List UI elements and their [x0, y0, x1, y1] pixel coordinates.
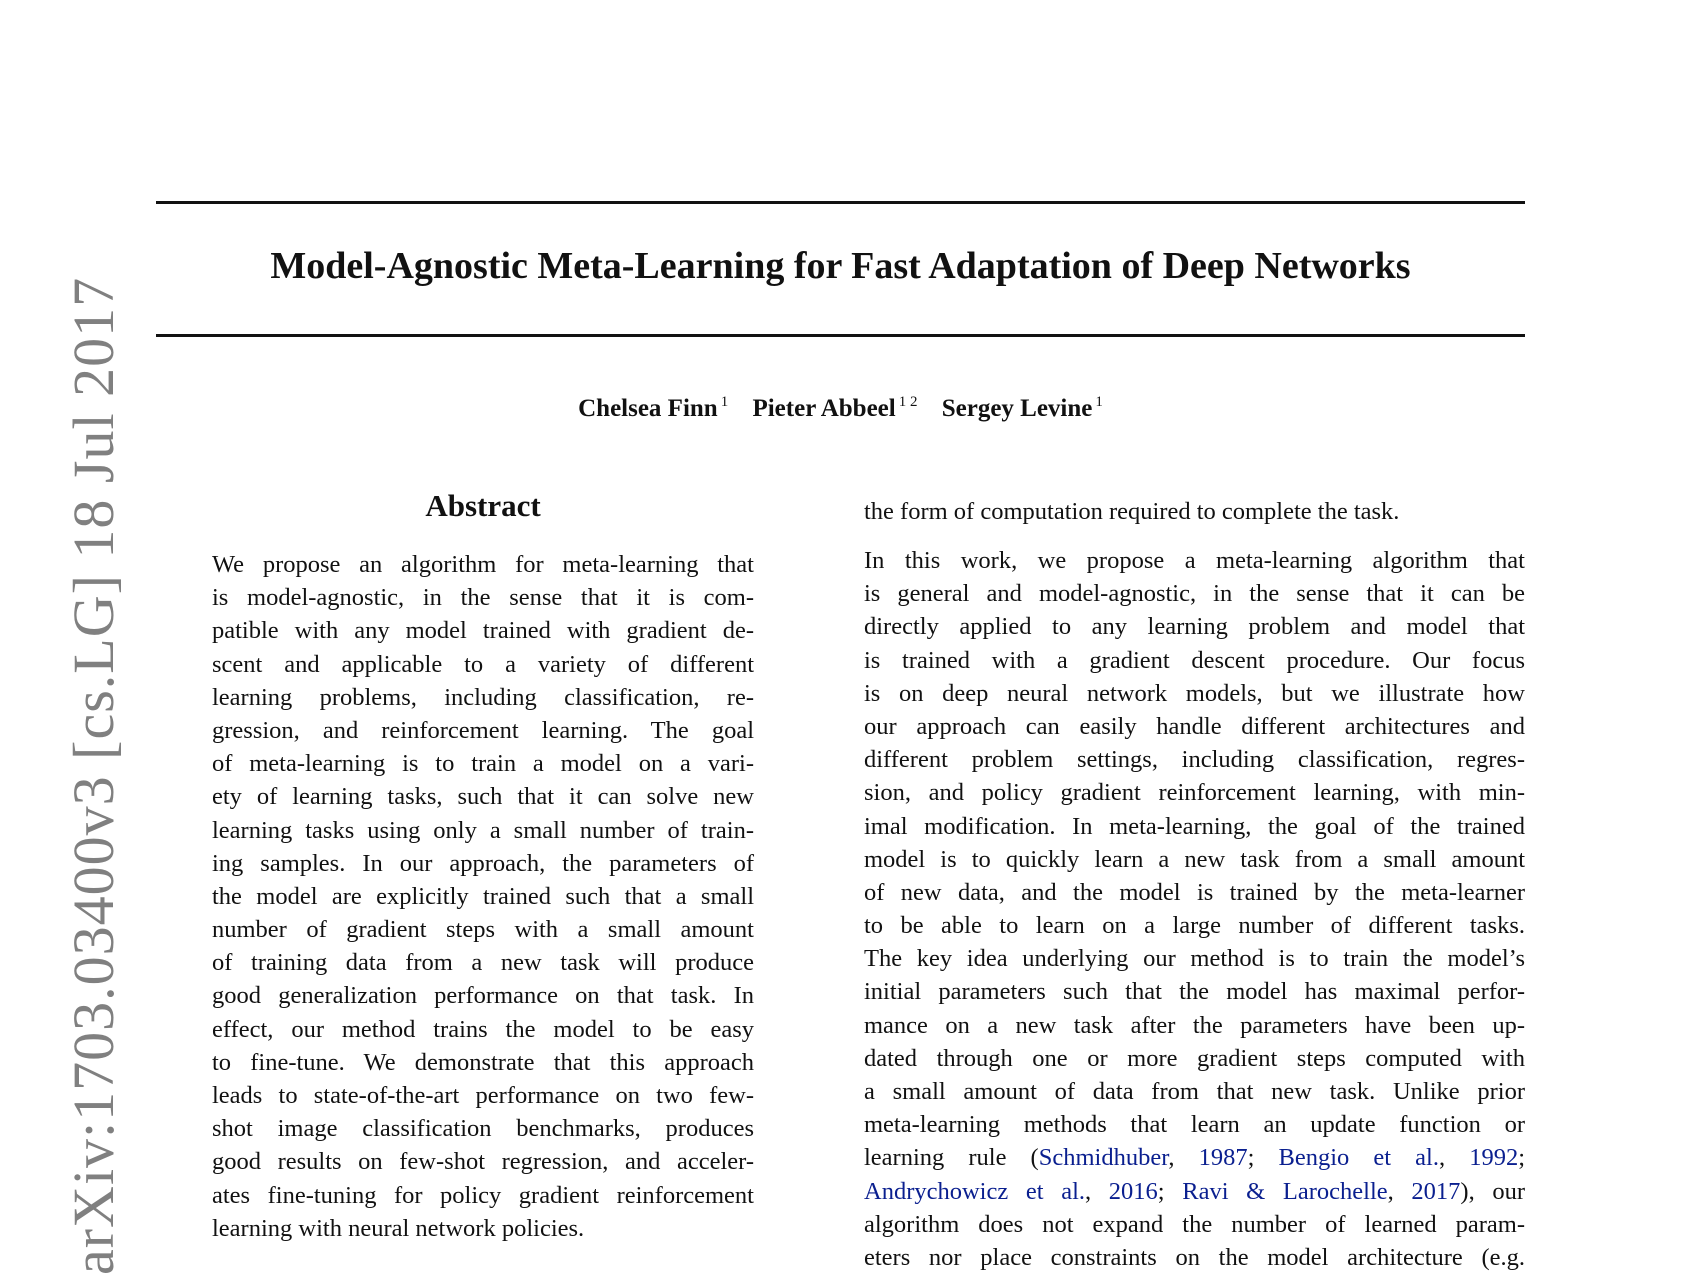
citation-link-andrychowicz[interactable]: Andrychowicz et al.	[864, 1177, 1086, 1205]
citation-link-bengio[interactable]: Bengio et al.	[1278, 1144, 1439, 1172]
abstract-line: is model-agnostic, in the sense that it is com-	[212, 584, 754, 612]
body-line: of new data, and the model is trained by the meta-learner	[864, 878, 1525, 906]
title-top-rule	[156, 201, 1525, 204]
body-line: algorithm does not expand the number of learned param-	[864, 1210, 1525, 1238]
body-line: our approach can easily handle different architectures and	[864, 712, 1525, 740]
body-line: a small amount of data from that new task. Unlike prior	[864, 1078, 1525, 1105]
abstract-line: learning tasks using only a small number of train-	[212, 816, 754, 844]
body-line: is general and model-agnostic, in the sense that it can be	[864, 580, 1525, 608]
abstract-line: effect, our method trains the model to be easy	[212, 1015, 754, 1043]
abstract-line: good generalization performance on that task. In	[212, 982, 754, 1010]
abstract-line: of training data from a new task will produce	[212, 949, 754, 977]
text-fragment: ;	[1157, 1177, 1183, 1205]
body-line: to be able to learn on a large number of different tasks.	[864, 912, 1525, 940]
abstract-line: ates fine-tuning for policy gradient reinforcement	[212, 1181, 754, 1209]
abstract-line: learning with neural network policies.	[212, 1214, 585, 1242]
citation-line	[864, 1175, 1525, 1208]
text-fragment: ,	[1085, 1177, 1109, 1205]
abstract-line: ing samples. In our approach, the parameters of	[212, 849, 754, 877]
abstract-line: of meta-learning is to train a model on a vari-	[212, 750, 754, 778]
abstract-line: shot image classification benchmarks, produces	[212, 1115, 754, 1143]
text-fragment: ;	[1247, 1144, 1279, 1172]
abstract-line: We propose an algorithm for meta-learning that	[212, 551, 754, 578]
citation-line	[864, 1141, 1525, 1174]
citation-link-schmidhuber[interactable]: Schmidhuber	[1038, 1144, 1169, 1172]
body-line: imal modification. In meta-learning, the goal of the trained	[864, 812, 1525, 840]
abstract-line: number of gradient steps with a small amount	[212, 916, 754, 944]
citation-link-ravi[interactable]: Ravi & Larochelle	[1182, 1177, 1388, 1205]
author-name: Pieter Abbeel	[752, 395, 896, 422]
abstract-line: the model are explicitly trained such that a small	[212, 882, 754, 910]
text-fragment: ,	[1438, 1144, 1470, 1172]
citation-link-schmidhuber-year[interactable]: 1987	[1198, 1144, 1248, 1172]
abstract-line: ety of learning tasks, such that it can solve new	[212, 783, 754, 811]
body-line: In this work, we propose a meta-learning algorithm that	[864, 547, 1525, 574]
author-name: Sergey Levine	[941, 395, 1093, 422]
author-1	[578, 395, 728, 422]
text-fragment: ,	[1387, 1177, 1412, 1205]
author-affiliation: 1	[1095, 394, 1103, 410]
author-3	[942, 395, 1103, 422]
body-line: meta-learning methods that learn an update function or	[864, 1111, 1525, 1139]
body-line: model is to quickly learn a new task from a small amount	[864, 845, 1525, 873]
abstract-line: learning problems, including classification, re-	[212, 683, 754, 711]
abstract-line: gression, and reinforcement learning. The goal	[212, 716, 754, 744]
body-line: directly applied to any learning problem and model that	[864, 613, 1525, 641]
body-line: is trained with a gradient descent procedure. Our focus	[864, 646, 1525, 674]
intro-continuation	[864, 495, 1525, 528]
body-line: sion, and policy gradient reinforcement learning, with min-	[864, 779, 1525, 807]
author-name: Chelsea Finn	[578, 395, 718, 422]
author-2	[752, 395, 917, 422]
citation-link-ravi-year[interactable]: 2017	[1411, 1177, 1461, 1205]
body-line: the form of computation required to complete the task.	[864, 498, 1400, 525]
abstract-line: patible with any model trained with gradient de-	[212, 617, 754, 645]
arxiv-stamp: arXiv:1703.03400v3 [cs.LG] 18 Jul 2017	[61, 276, 126, 1275]
text-fragment: ,	[1168, 1144, 1199, 1172]
body-line: is on deep neural network models, but we illustrate how	[864, 679, 1525, 707]
citation-link-andrychowicz-year[interactable]: 2016	[1108, 1177, 1158, 1205]
author-affiliation: 1	[720, 394, 729, 410]
citation-link-bengio-year[interactable]: 1992	[1469, 1144, 1519, 1172]
abstract-line: good results on few-shot regression, and acceler-	[212, 1148, 754, 1176]
body-line: eters nor place constraints on the model architecture (e.g.	[864, 1243, 1525, 1271]
abstract-heading: Abstract	[425, 488, 541, 523]
abstract-line: scent and applicable to a variety of different	[212, 650, 754, 678]
paper-title: Model-Agnostic Meta-Learning for Fast Adaptation of Deep Networks	[270, 245, 1411, 287]
text-fragment: ), our	[1460, 1177, 1526, 1205]
text-fragment: ;	[1518, 1144, 1525, 1172]
body-line: dated through one or more gradient steps computed with	[864, 1044, 1525, 1072]
body-line: initial parameters such that the model has maximal perfor-	[864, 978, 1525, 1006]
author-list	[156, 394, 1525, 423]
intro-paragraph	[864, 544, 1525, 1274]
abstract-line: leads to state-of-the-art performance on two few-	[212, 1082, 754, 1109]
abstract-line: to fine-tune. We demonstrate that this approach	[212, 1048, 754, 1076]
body-line: different problem settings, including classification, regres-	[864, 746, 1525, 774]
title-bottom-rule	[156, 334, 1525, 337]
body-line: mance on a new task after the parameters have been up-	[864, 1011, 1525, 1039]
text-fragment: learning rule (	[864, 1144, 1039, 1172]
author-affiliation: 1 2	[898, 394, 918, 410]
abstract-body	[212, 548, 754, 1245]
body-line: The key idea underlying our method is to train the model’s	[864, 945, 1525, 973]
